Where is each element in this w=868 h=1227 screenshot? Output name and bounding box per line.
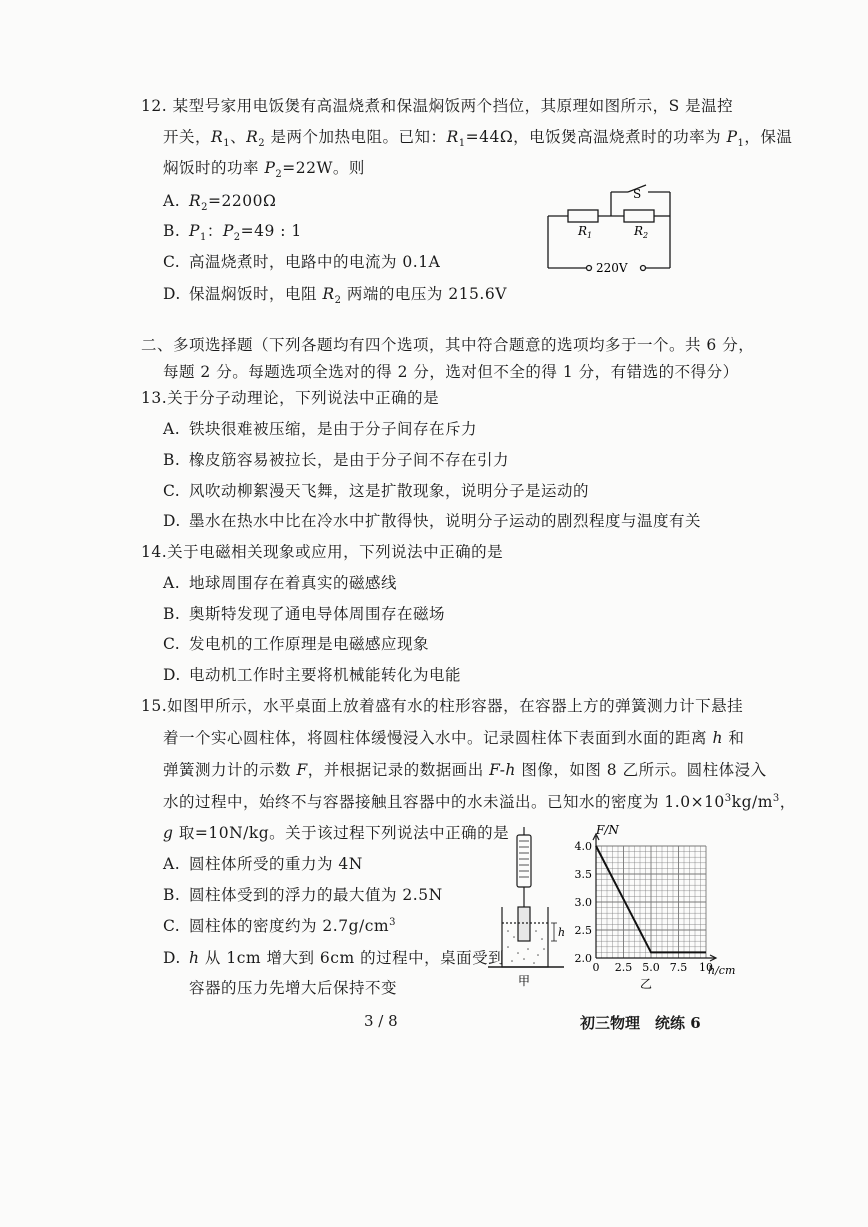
spring-scale xyxy=(517,835,531,887)
resistor-r1 xyxy=(568,210,598,222)
q12-option-d: D. 保温焖饭时，电阻 $R_2$ 两端的电压为 215.6V xyxy=(163,285,507,307)
q15-option-c: C. 圆柱体的密度约为 $2.7g/cm^3$ xyxy=(163,916,396,935)
q12-line-2: 开关，$R_1$、$R_2$ 是两个加热电阻。已知：$R_1=44\Omega$，电饭煲高温烧煮时的功率为 $P_1$，保温 xyxy=(163,128,793,150)
y-tick-label: 3.0 xyxy=(574,896,592,909)
figure-jia-label: 甲 xyxy=(518,974,531,988)
q13-option-a: A. 铁块很难被压缩，是由于分子间存在斥力 xyxy=(163,420,478,438)
q15-option-d-line-2: 容器的压力先增大后保持不变 xyxy=(189,979,398,997)
chart-x-axis-label: h/cm xyxy=(708,964,736,977)
terminal-right xyxy=(641,266,646,271)
q14-option-d: D. 电动机工作时主要将机械能转化为电能 xyxy=(163,666,462,684)
chart-grid xyxy=(593,834,716,961)
q15-option-a: A. 圆柱体所受的重力为 4N xyxy=(163,855,363,873)
x-tick-label: 0 xyxy=(592,961,600,974)
section2-line-2: 每题 2 分。每题选项全选对的得 2 分，选对但不全的得 1 分，有错选的不得分） xyxy=(163,363,739,381)
footer-subject: 初三物理 统练 6 xyxy=(580,1014,701,1032)
y-tick-label: 3.5 xyxy=(574,868,592,881)
q12-option-c: C. 高温烧煮时，电路中的电流为 0.1A xyxy=(163,253,441,271)
q13-option-b: B. 橡皮筋容易被拉长，是由于分子间不存在引力 xyxy=(163,451,510,469)
svg-text:R2: $R_2$ xyxy=(634,224,649,240)
q14-option-b: B. 奥斯特发现了通电导体周围存在磁场 xyxy=(163,605,446,623)
switch-label: S xyxy=(633,187,642,201)
q12-number: 12. xyxy=(141,97,168,115)
q13-option-c: C. 风吹动柳絮漫天飞舞，这是扩散现象，说明分子是运动的 xyxy=(163,482,590,500)
terminal-left xyxy=(587,266,592,271)
chart-ticks xyxy=(575,840,714,974)
q15-line-3: 弹簧测力计的示数 F，并根据记录的数据画出 F-h 图像，如图 8 乙所示。圆柱体浸入 xyxy=(163,761,767,779)
y-tick-label: 4.0 xyxy=(574,840,592,853)
q15-option-b: B. 圆柱体受到的浮力的最大值为 2.5N xyxy=(163,886,443,904)
figure-yi-chart xyxy=(562,822,748,992)
q15-line-5: g 取=10N/kg。关于该过程下列说法中正确的是 xyxy=(163,824,510,842)
q14-stem: 14.关于电磁相关现象或应用，下列说法中正确的是 xyxy=(141,543,504,561)
q12-line-3: 焖饭时的功率 $P_2=22W$。则 xyxy=(163,159,365,181)
q15-line-1: 15.如图甲所示，水平桌面上放着盛有水的柱形容器，在容器上方的弹簧测力计下悬挂 xyxy=(141,697,744,715)
figure-yi-label: 乙 xyxy=(640,977,653,991)
q14-option-c: C. 发电机的工作原理是电磁感应现象 xyxy=(163,635,430,653)
x-tick-label: 5.0 xyxy=(642,961,660,974)
q14-option-a: A. 地球周围存在着真实的磁感线 xyxy=(163,574,398,592)
y-tick-label: 2.0 xyxy=(574,952,592,965)
q15-option-d: D. h 从 1cm 增大到 6cm 的过程中，桌面受到 xyxy=(163,949,505,967)
q12-option-a: A. $R_2=2200\Omega$ xyxy=(163,192,277,214)
x-tick-label: 10 xyxy=(699,961,713,974)
q13-stem: 13.关于分子动理论，下列说法中正确的是 xyxy=(141,389,440,407)
q13-option-d: D. 墨水在热水中比在冷水中扩散得快，说明分子运动的剧烈程度与温度有关 xyxy=(163,512,702,530)
voltage-label: 220V xyxy=(596,261,628,275)
x-tick-label: 7.5 xyxy=(669,961,688,974)
cylinder xyxy=(518,907,530,941)
x-tick-label: 2.5 xyxy=(614,961,633,974)
y-tick-label: 2.5 xyxy=(574,924,592,937)
q12-option-b: B. $P_1$：$P_2=49$ : 1 xyxy=(163,222,302,244)
q12-line-1: 12. 某型号家用电饭煲有高温烧煮和保温焖饭两个挡位，其原理如图所示，S 是温控 xyxy=(141,97,734,115)
q15-line-4: 水的过程中，始终不与容器接触且容器中的水未溢出。已知水的密度为 $1.0\times 10^3kg/m^3$， xyxy=(163,792,796,811)
chart-y-axis-label: F/N xyxy=(596,823,619,837)
q15-line-2: 着一个实心圆柱体，将圆柱体缓慢浸入水中。记录圆柱体下表面到水面的距离 h 和 xyxy=(163,729,745,747)
svg-text:R1: $R_1$ xyxy=(578,224,593,240)
page-number: 3 / 8 xyxy=(364,1012,398,1030)
circuit-diagram xyxy=(540,180,680,280)
resistor-r2 xyxy=(624,210,654,222)
section2-line-1: 二、多项选择题（下列各题均有四个选项，其中符合题意的选项均多于一个。共 6 分， xyxy=(141,336,755,354)
svg-text:h: h xyxy=(558,926,566,939)
